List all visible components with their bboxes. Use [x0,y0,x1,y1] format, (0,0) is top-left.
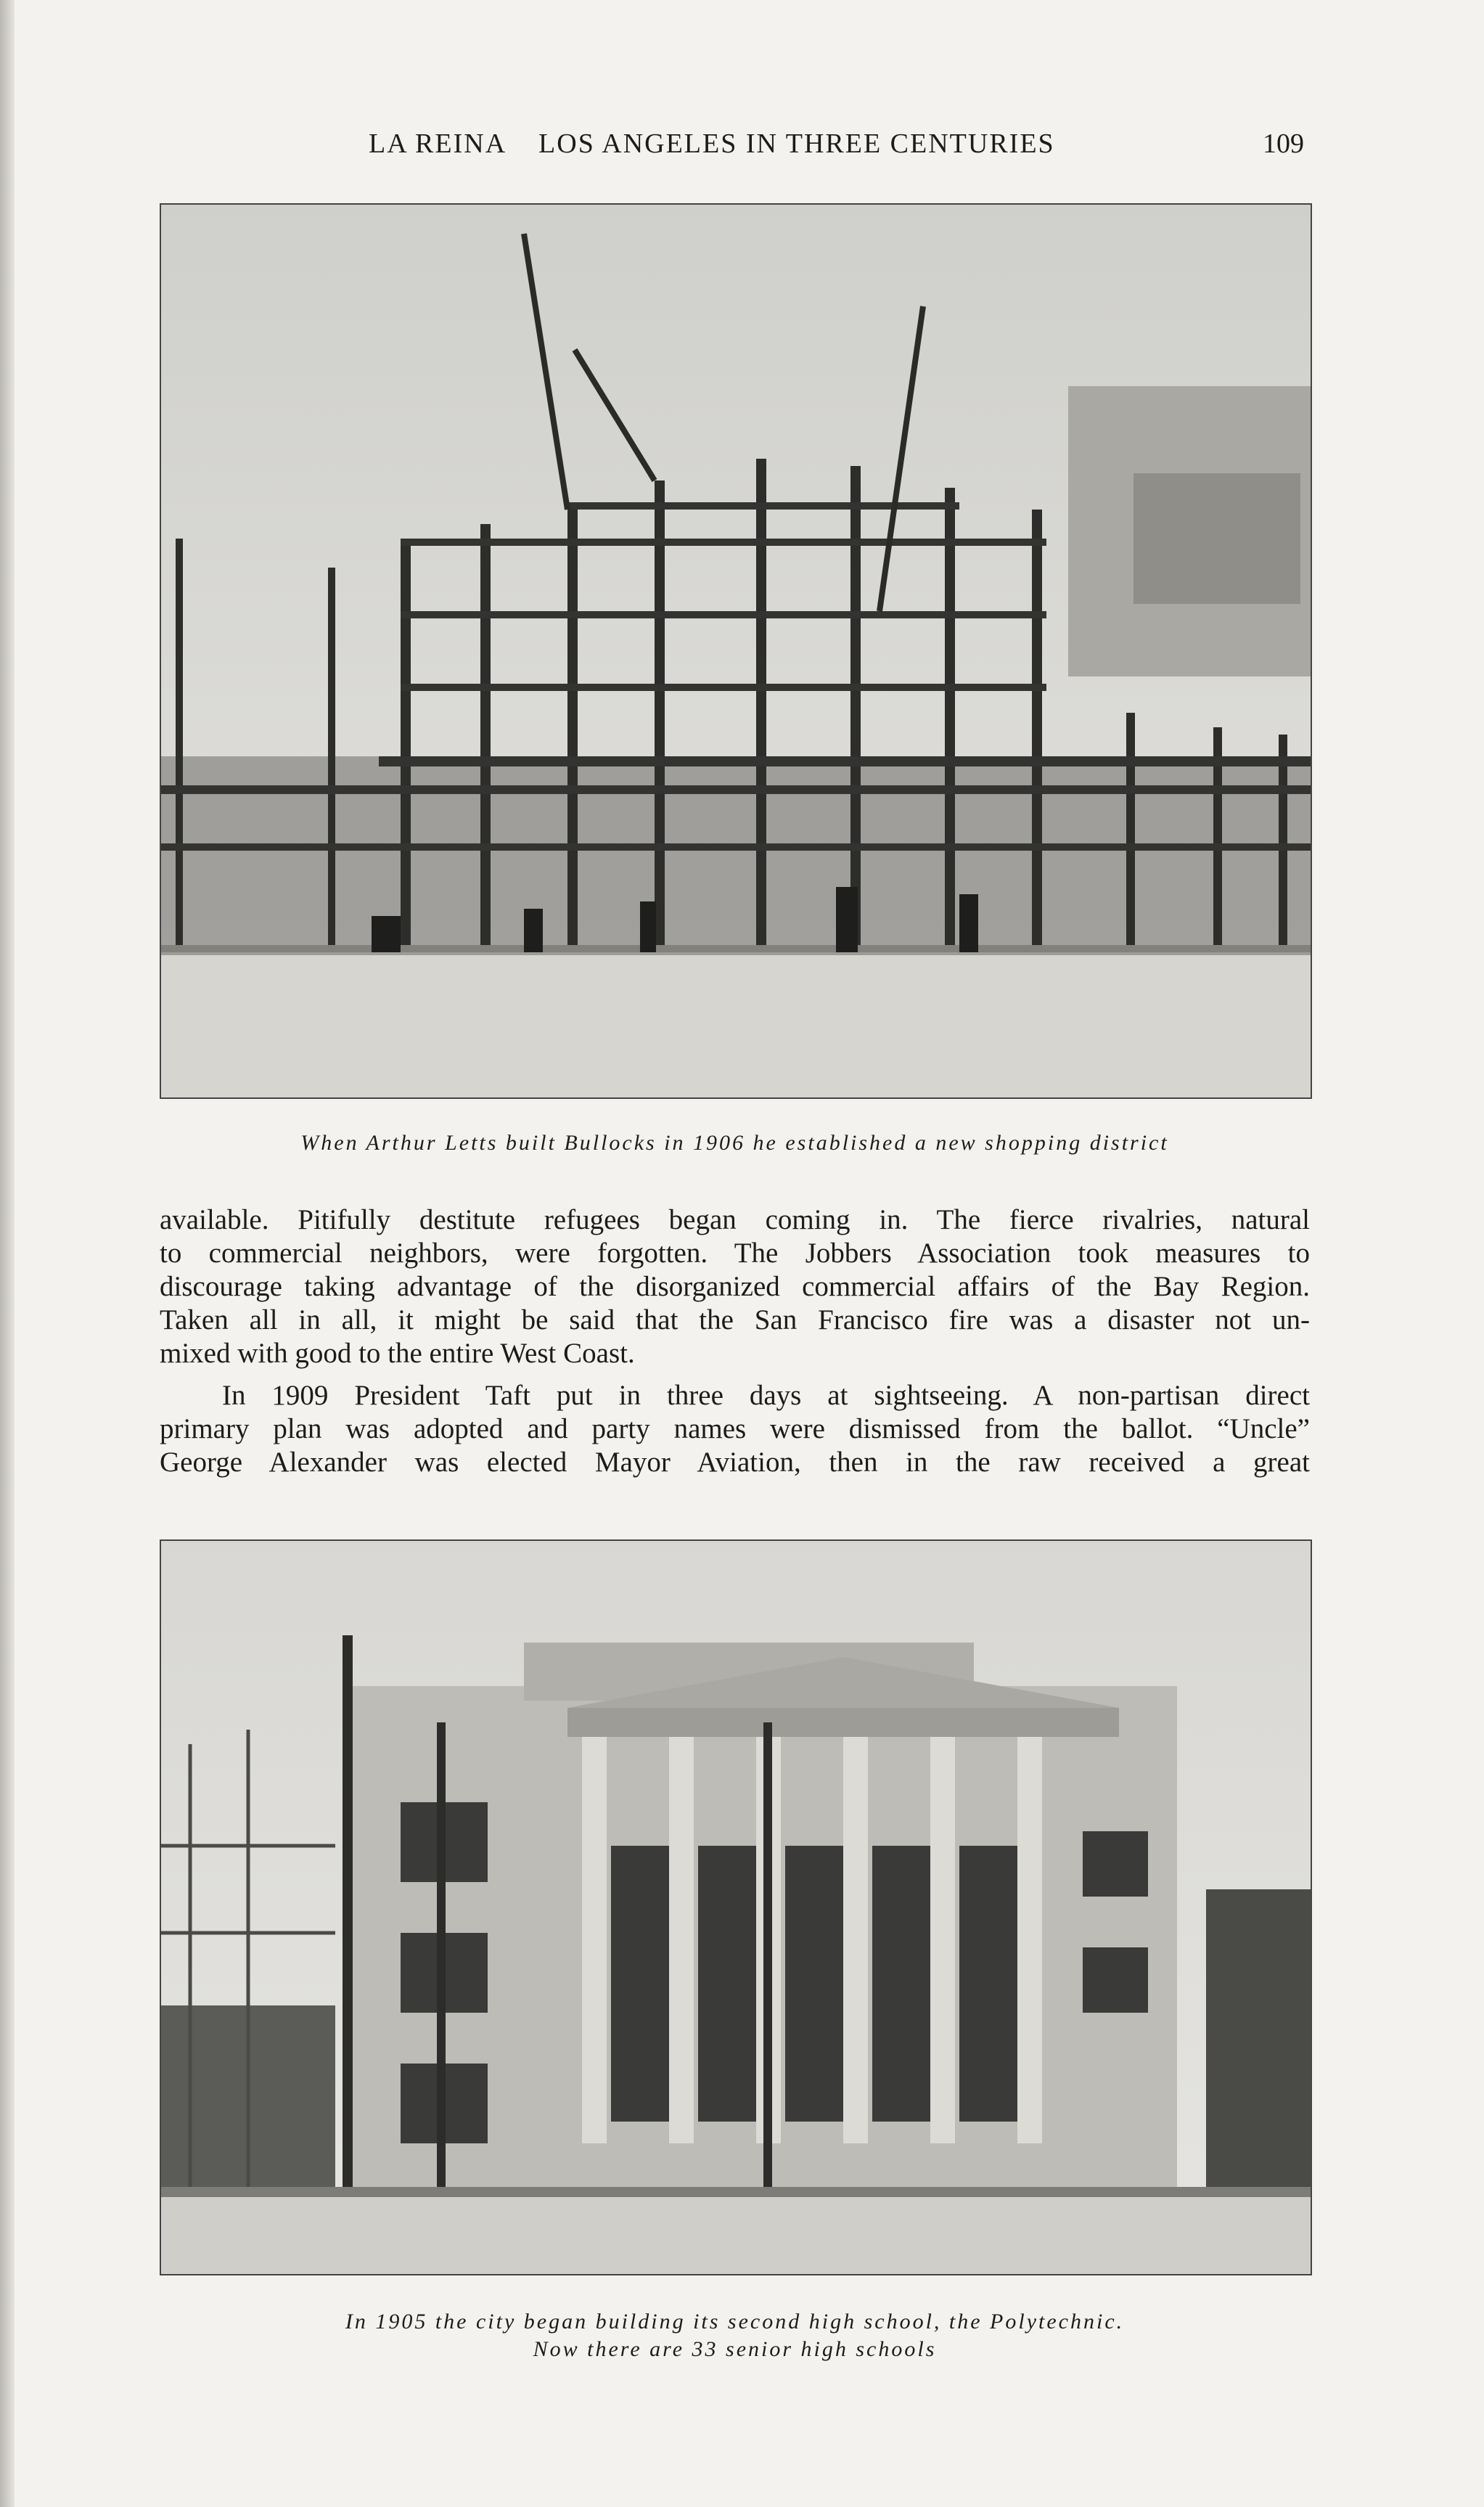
text-line: primary plan was adopted and party names were dismissed from the ballot. “Uncle” [160,1413,1310,1444]
top-photo-caption: When Arthur Letts built Bullocks in 1906 he established a new shopping district [300,1131,1169,1155]
text-line: mixed with good to the entire West Coast. [160,1338,635,1369]
text-line: In 1909 President Taft put in three days at sightseeing. A non-partisan direct [222,1380,1310,1411]
paragraph-1 [160,1203,1310,1370]
running-head [0,128,1484,164]
text-line: to commercial neighbors, were forgotten. The Jobbers Association took measures to [160,1238,1310,1269]
text-line: available. Pitifully destitute refugees began coming in. The fierce rivalries, natural [160,1204,1310,1235]
bottom-photo-caption-line-2: Now there are 33 senior high schools [533,2337,937,2361]
photo-polytechnic-high-school [160,1539,1312,2275]
page-number: 109 [1263,128,1304,159]
body-text [160,1203,1310,1479]
paragraph-2 [160,1379,1310,1479]
running-title: LA REINA LOS ANGELES IN THREE CENTURIES [369,128,1055,159]
photo-bullocks-construction [160,203,1312,1099]
text-line: George Alexander was elected Mayor Aviation, then in the raw received a great [160,1447,1310,1478]
text-line: Taken all in all, it might be said that the San Francisco fire was a disaster not un- [160,1304,1310,1336]
bottom-photo-caption-line-1: In 1905 the city began building its second high school, the Polytechnic. [345,2310,1125,2334]
text-line: discourage taking advantage of the disorganized commercial affairs of the Bay Region. [160,1271,1310,1302]
page-gutter [0,0,15,2507]
